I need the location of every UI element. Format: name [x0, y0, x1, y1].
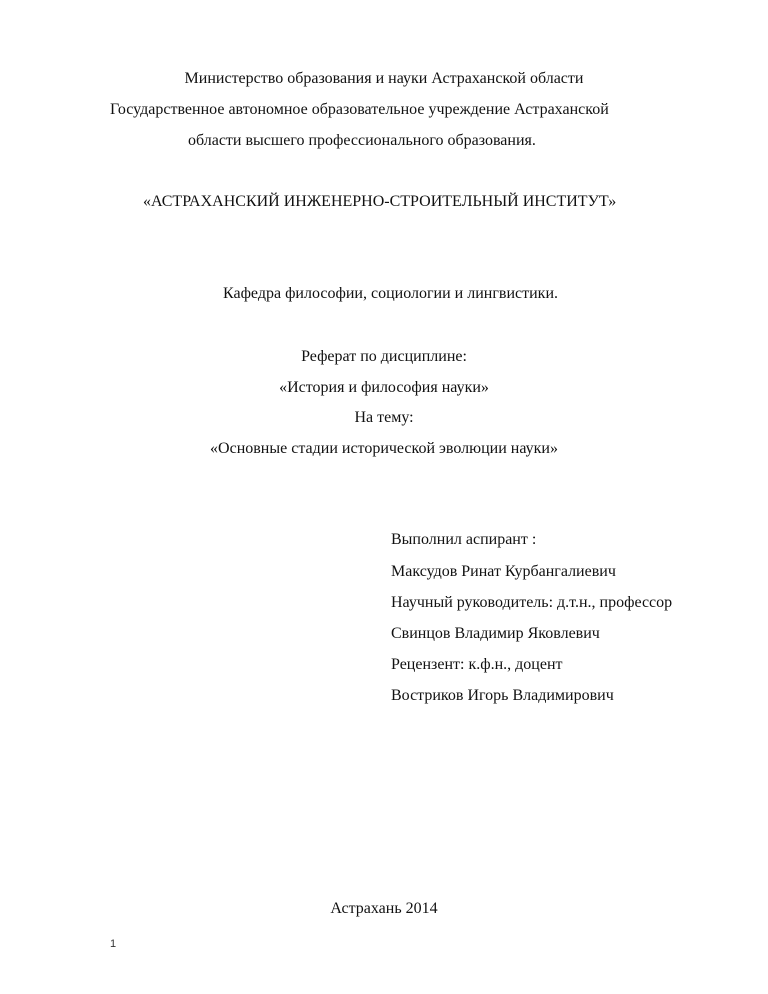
- supervisor-label: Научный руководитель: д.т.н., профессор: [391, 594, 673, 611]
- city-year: Астрахань 2014: [330, 900, 438, 917]
- reviewer-label: Рецензент: к.ф.н., доцент: [391, 656, 563, 673]
- reviewer-name: Востриков Игорь Владимирович: [391, 687, 614, 704]
- page-number: 1: [110, 938, 117, 950]
- performed-by-label: Выполнил аспирант :: [391, 531, 537, 548]
- discipline-title: «История и философия науки»: [279, 379, 489, 396]
- topic-title: «Основные стадии исторической эволюции науки»: [210, 440, 558, 457]
- institution-line-1: Государственное автономное образовательное учреждение Астраханской: [110, 101, 609, 118]
- ministry-line: Министерство образования и науки Астраханской области: [184, 70, 584, 87]
- supervisor-name: Свинцов Владимир Яковлевич: [391, 625, 600, 642]
- student-name: Максудов Ринат Курбангалиевич: [391, 563, 616, 580]
- department-name: Кафедра философии, социологии и лингвистики.: [223, 285, 558, 302]
- work-type-label: Реферат по дисциплине:: [301, 348, 467, 365]
- topic-label: На тему:: [354, 409, 414, 426]
- institution-line-2: области высшего профессионального образования.: [188, 132, 536, 149]
- institute-name: «АСТРАХАНСКИЙ ИНЖЕНЕРНО-СТРОИТЕЛЬНЫЙ ИНСТИТУТ»: [143, 193, 617, 210]
